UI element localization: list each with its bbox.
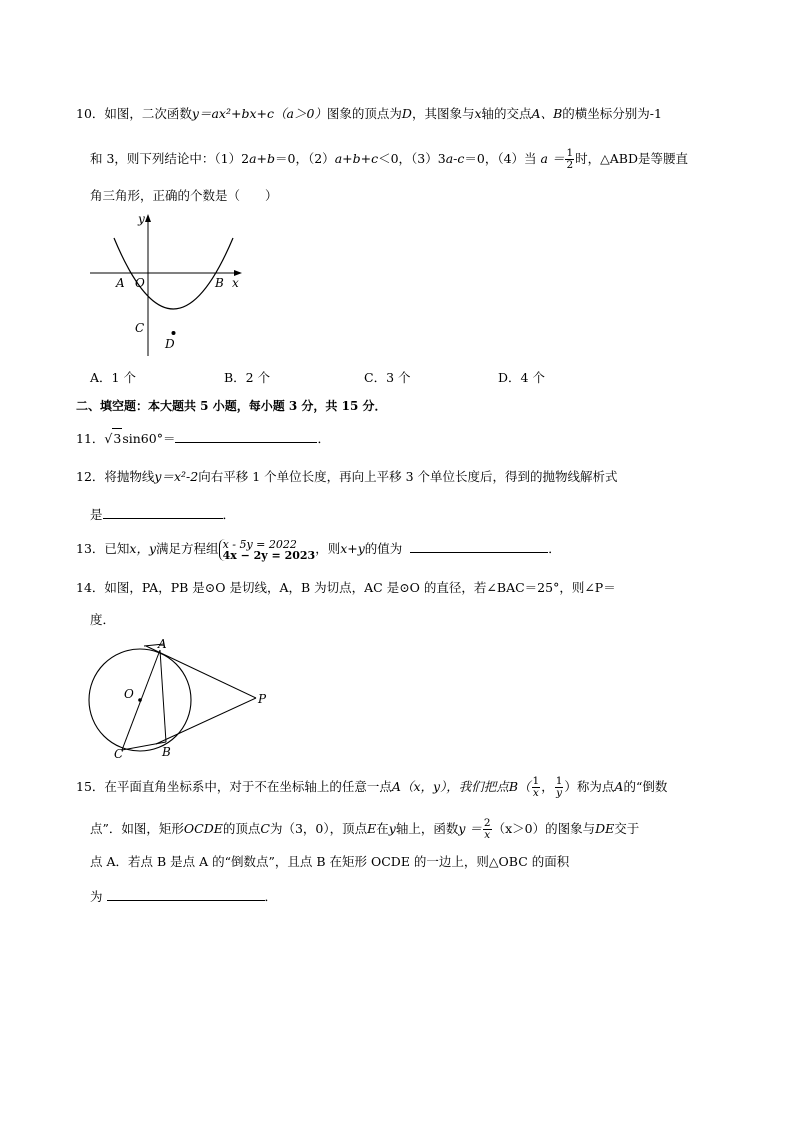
center-O-point — [138, 698, 142, 702]
equation-system: x - 5y = 2022 4x − 2y = 2023 — [219, 539, 316, 561]
label-O: O — [124, 687, 134, 701]
q10-option-c: C．3 个 — [364, 370, 411, 385]
q12-line-2: 是 ． — [90, 504, 235, 525]
q10-function: y＝ax²+bx+c（a＞0） — [191, 106, 327, 121]
q12-line-1: 12．将抛物线y＝x²-2向右平移 1 个单位长度，再向上平移 3 个单位长度后，得到的抛物线解析式 — [76, 469, 618, 484]
y-axis-arrow — [145, 214, 151, 222]
fraction-one-half: $\frac{1}{2}$ — [566, 147, 574, 171]
q10-line-3: 角三角形，正确的个数是（ ） — [90, 188, 278, 203]
label-B: B — [162, 745, 171, 759]
q10-option-a: A．1 个 — [90, 370, 136, 385]
q10-parabola-figure — [88, 210, 250, 362]
q10-number: 10． — [76, 106, 105, 121]
q12-answer-blank — [103, 504, 223, 519]
fraction-1-over-x: $\frac{1}{x}$ — [532, 775, 540, 799]
fraction-2-over-x: $\frac{2}{x}$ — [483, 817, 491, 841]
q15-answer-blank — [107, 886, 265, 901]
q14-circle-figure — [84, 636, 284, 764]
chord-AB — [160, 650, 166, 742]
label-y: y — [138, 212, 145, 226]
label-B: B — [215, 276, 224, 290]
chord-CB — [122, 742, 166, 750]
q13-line: 13．已知x，y满足方程组 x - 5y = 2022 4x − 2y = 2023 ，则x+y的值为 ． — [76, 537, 561, 562]
q10-option-b: B．2 个 — [224, 370, 271, 385]
q13-answer-blank — [410, 538, 548, 553]
q10-line-1: 10．如图，二次函数y＝ax²+bx+c（a＞0）图象的顶点为D，其图象与x轴的交点A、B的横坐标分别为-1 — [76, 106, 662, 121]
label-C: C — [114, 747, 124, 761]
q15-line-3: 点 A．若点 B 是点 A 的“倒数点”，且点 B 在矩形 OCDE 的一边上，则△OBC 的面积 — [90, 854, 570, 869]
tangent-PB — [156, 698, 256, 744]
label-x: x — [232, 276, 239, 290]
label-D: D — [165, 337, 175, 351]
q11-line: 11．√3sin60°＝ ． — [76, 428, 330, 449]
q14-line-1: 14．如图，PA，PB 是⊙O 是切线，A，B 为切点，AC 是⊙O 的直径，若∠BAC＝25°，则∠P＝ — [76, 580, 616, 595]
fraction-1-over-y: $\frac{1}{y}$ — [555, 775, 563, 799]
q11-answer-blank — [175, 428, 317, 443]
q15-line-1: 15．在平面直角坐标系中，对于不在坐标轴上的任意一点A（x，y），我们把点B（ $\frac{1}{x}$ ， $\frac{1}{y}$ ）称为点A的“倒数 — [76, 775, 668, 799]
label-C: C — [135, 321, 145, 335]
q15-line-4: 为 ． — [90, 886, 277, 907]
q15-line-2: 点”．如图，矩形OCDE的顶点C为（3，0），顶点E在y轴上，函数y ＝ $\frac{2}{x}$ （x＞0）的图象与DE交于 — [90, 817, 640, 841]
label-O: O — [135, 276, 145, 290]
label-A: A — [158, 637, 167, 651]
label-P: P — [258, 692, 267, 706]
q10-line-2: 和 3，则下列结论中：（1）2a+b＝0，（2）a+b+c＜0，（3）3a-c＝0，（4）当 a ＝ $\frac{1}{2}$ 时，△ABD是等腰直 — [90, 147, 689, 171]
q10-option-d: D．4 个 — [498, 370, 545, 385]
section-heading: 二、填空题：本大题共 5 小题，每小题 3 分，共 15 分． — [76, 399, 387, 413]
q14-line-2: 度． — [90, 612, 116, 627]
sqrt-symbol: √ — [104, 431, 113, 446]
vertex-point-D — [172, 331, 176, 335]
label-A: A — [116, 276, 125, 290]
